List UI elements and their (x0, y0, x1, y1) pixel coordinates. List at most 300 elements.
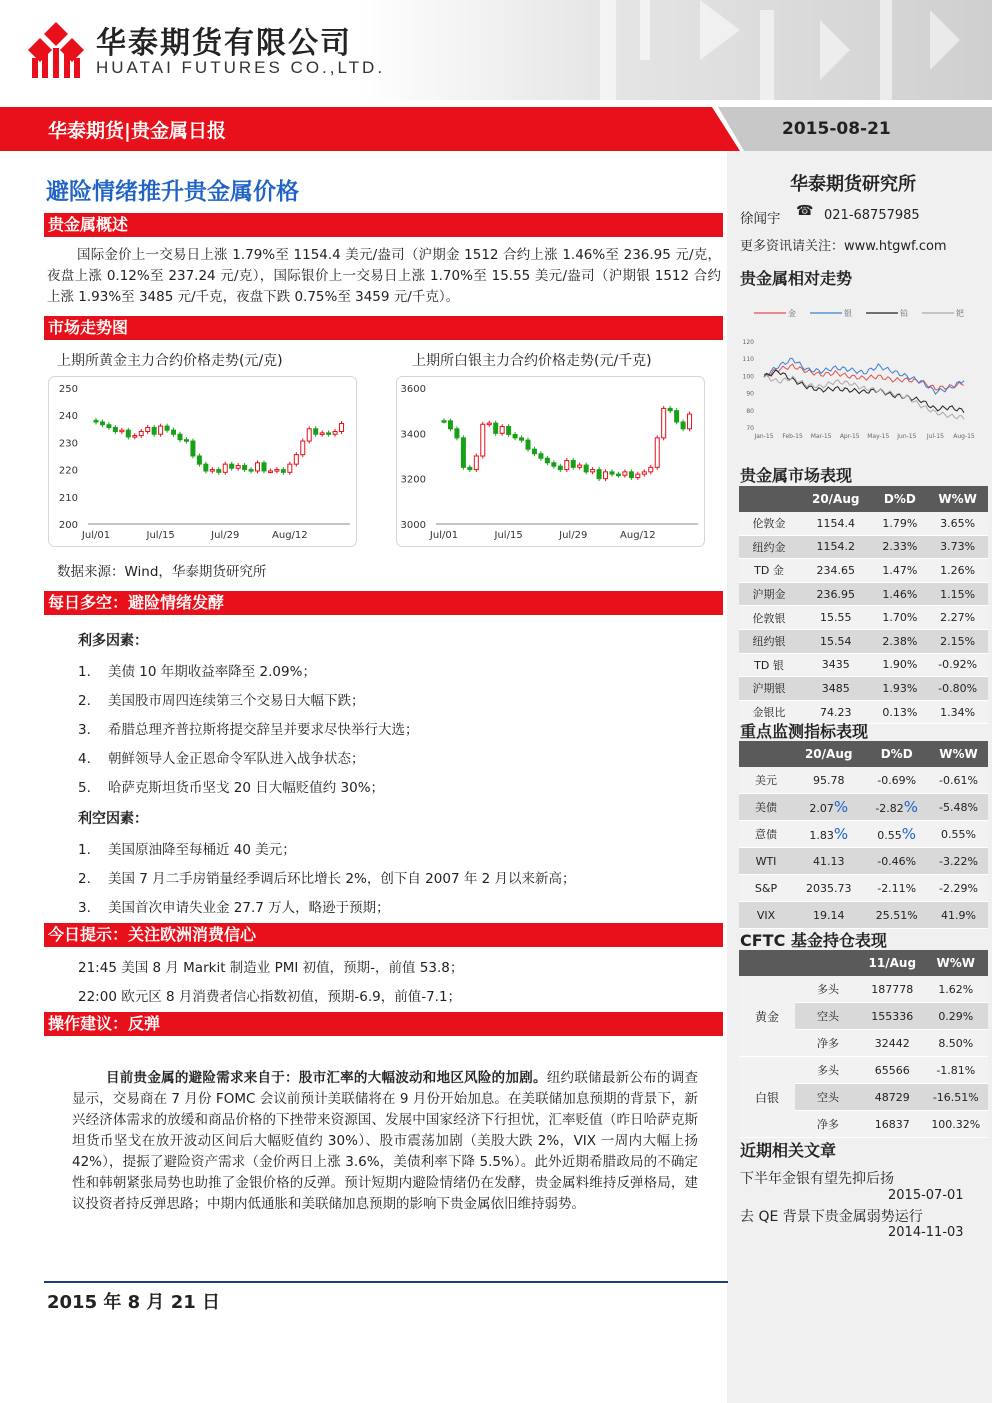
y-tick-label: 240 (58, 411, 78, 423)
candle-body (275, 470, 279, 472)
x-tick-label: Aug-15 (953, 433, 975, 440)
table-cell (864, 902, 929, 929)
candle-body (662, 408, 666, 437)
y-tick-label: 90 (746, 390, 754, 398)
table-header-row (739, 741, 988, 767)
table-cell: -2.29% (929, 875, 988, 902)
phone-icon: ☎ (796, 203, 814, 219)
candle-body (616, 474, 620, 476)
table-cell: WTI (739, 848, 793, 875)
table-cell (793, 875, 864, 902)
candle-body (629, 472, 633, 478)
candle-body (494, 423, 498, 433)
table-cell: 金银比 (739, 700, 799, 724)
table-cell: 1.26% (927, 559, 988, 583)
advice-text (72, 1068, 698, 1215)
candle-body (675, 411, 679, 422)
table-cell (864, 848, 929, 875)
candle-body (597, 470, 601, 479)
x-tick-label: Feb-15 (782, 433, 803, 440)
monitor-table-title: 重点监测指标表现 (740, 722, 869, 741)
table-cell: 236.95 (799, 582, 872, 606)
table-row (739, 875, 988, 902)
candle-body (649, 467, 653, 472)
table-cell: 多头 (795, 976, 861, 1003)
candle-body (120, 430, 124, 432)
market-table-title: 贵金属市场表现 (740, 466, 853, 485)
factor-item (78, 776, 384, 796)
table-row (739, 582, 988, 606)
factor-number: 2. (78, 871, 91, 887)
table-cell: 空头 (795, 1084, 861, 1111)
x-tick-label: Jan-15 (754, 433, 774, 440)
cell-value: -2.82 (875, 802, 904, 815)
section-title: 今日提示：关注欧洲消费信心 (48, 925, 257, 944)
candle-body (301, 441, 305, 455)
y-tick-label: 3000 (400, 520, 426, 531)
candle-body (655, 438, 659, 467)
table-cell (864, 875, 929, 902)
cell-value: 0.55 (877, 829, 902, 842)
factor-number: 3. (78, 900, 91, 916)
table-cell: 3.65% (927, 512, 988, 535)
y-tick-label: 110 (742, 356, 754, 364)
more-info[interactable]: 更多资讯请关注：www.htgwf.com (740, 239, 947, 254)
x-tick-label: Jul/29 (211, 530, 240, 541)
candle-body (294, 455, 298, 465)
y-tick-label: 250 (58, 384, 78, 395)
x-tick-label: Mar-15 (810, 433, 832, 440)
table-cell: 2.33% (872, 535, 927, 559)
table-cell: -0.61% (929, 767, 988, 794)
table-cell (793, 848, 864, 875)
table-cell: 48729 (861, 1084, 924, 1111)
candle-body (107, 425, 111, 428)
legend-label: 银 (844, 309, 852, 318)
factor-number: 2. (78, 693, 91, 709)
column-header (739, 486, 799, 512)
monitor-indicator-table (739, 741, 988, 929)
x-tick-label: Jul/29 (559, 530, 588, 541)
table-cell: 41.9% (929, 902, 988, 929)
column-header: W%W (924, 950, 988, 976)
candle-body (532, 449, 536, 454)
candle-body (487, 423, 491, 425)
factor-number: 5. (78, 780, 91, 796)
table-cell: 沪期银 (739, 677, 799, 701)
section-title: 贵金属概述 (48, 215, 129, 234)
table-cell: -5.48% (929, 794, 988, 821)
section-advice (44, 1012, 723, 1036)
candle-body (172, 430, 176, 434)
table-cell: 1154.4 (799, 512, 872, 535)
table-cell: 伦敦银 (739, 606, 799, 630)
table-header-row (739, 950, 988, 976)
x-tick-label: Jul/01 (81, 530, 111, 541)
table-cell: 0.29% (924, 1003, 988, 1030)
relative-chart-title: 贵金属相对走势 (740, 269, 853, 288)
relative-line-chart (736, 300, 976, 450)
table-row (739, 794, 988, 821)
candle-body (184, 440, 188, 442)
table-cell: 伦敦金 (739, 512, 799, 535)
cell-value: -0.46% (877, 854, 917, 868)
candle-body (604, 472, 608, 479)
table-cell: 1.47% (872, 559, 927, 583)
candle-body (281, 470, 285, 473)
table-cell: 0.55% (929, 821, 988, 848)
x-tick-label: Aug/12 (620, 530, 656, 541)
table-cell: TD 金 (739, 559, 799, 583)
huatai-logo (28, 20, 84, 78)
table-row (739, 559, 988, 583)
y-tick-label: 120 (742, 339, 754, 346)
table-cell: 0.13% (872, 700, 927, 724)
gold-candlestick-chart (48, 376, 358, 548)
y-tick-label: 3600 (400, 384, 426, 395)
column-header: 20/Aug (799, 486, 872, 512)
candle-body (94, 420, 98, 422)
y-tick-label: 200 (58, 520, 78, 531)
candle-body (500, 427, 504, 434)
table-row (739, 653, 988, 677)
candle-body (571, 461, 575, 468)
legend-label: 金 (788, 309, 796, 318)
candle-body (636, 474, 640, 477)
report-date: 2015-08-21 (782, 119, 891, 139)
percent-sign: % (901, 825, 917, 843)
candle-body (113, 427, 117, 431)
candle-body (539, 454, 543, 459)
candle-body (340, 423, 344, 431)
table-cell: 1.34% (927, 700, 988, 724)
x-tick-label: Apr-15 (839, 433, 860, 440)
percent-sign: % (833, 825, 849, 843)
table-cell (864, 767, 929, 794)
cell-value: 95.78 (812, 773, 845, 787)
factor-text: 美国 7 月二手房销量经季调后环比增长 2%，创下自 2007 年 2 月以来新高； (108, 871, 576, 887)
table-cell: -1.81% (924, 1057, 988, 1084)
candle-body (230, 464, 234, 468)
candle-body (307, 429, 311, 441)
table-row (739, 606, 988, 630)
table-cell: -0.92% (927, 653, 988, 677)
column-header: 11/Aug (861, 950, 924, 976)
table-cell: 2.15% (927, 629, 988, 653)
candle-body (204, 464, 208, 471)
cell-value: 2.07 (809, 802, 834, 815)
factor-text: 美国原油降至每桶近 40 美元； (108, 842, 296, 858)
table-cell: 65566 (861, 1057, 924, 1084)
section-daily (44, 591, 723, 615)
x-tick-label: Jul-15 (926, 433, 944, 440)
column-header: W%W (927, 486, 988, 512)
factor-number: 1. (78, 664, 91, 680)
table-cell (793, 767, 864, 794)
section-overview (44, 213, 723, 237)
report-title: 华泰期货|贵金属日报 (48, 120, 226, 142)
article-date: 2015-07-01 (888, 1188, 964, 1203)
candle-body (668, 408, 672, 410)
table-cell: 纽约金 (739, 535, 799, 559)
table-row (739, 902, 988, 929)
table-row (739, 535, 988, 559)
factor-item (78, 838, 296, 858)
factor-number: 3. (78, 722, 91, 738)
factor-text: 希腊总理齐普拉斯将提交辞呈并要求尽快举行大选； (108, 722, 419, 738)
factor-item (78, 689, 365, 709)
candle-body (526, 440, 530, 449)
cell-value: 19.14 (812, 908, 845, 922)
percent-sign: % (833, 798, 849, 816)
table-row (739, 767, 988, 794)
candle-body (217, 470, 221, 473)
table-cell: 234.65 (799, 559, 872, 583)
candle-body (159, 426, 163, 434)
table-cell: 净多 (795, 1030, 861, 1057)
candle-body (165, 426, 169, 430)
advice-body: 纽约联储最新公布的调查显示，交易商在 7 月份 FOMC 会议前预计美联储将在 9 月份开始加息。在美联储加息预期的背景下，新兴经济体需求的放缓和商品价格的下挫带来资源国、发展中国家经济下行担忧，汇率贬值（昨日哈萨克斯坦货币坚戈在放开波动区间后大幅贬值约 30%）、股市震荡加剧（美股大跌 2%，VIX 一周内大幅上扬 42%），提振了避险资产需求（金价两日上涨 3.6%，美债利率下降 5.5%）。此外近期希腊政局的不确定性和韩朝紧张局势也助推了金银价格的反弹。预计短期内避险情绪仍在发酵，贵金属料维持反弹格局，建议投资者持反弹思路；中期内低通胀和美联储加息预期的影响下贵金属依旧维持弱势。 (72, 1070, 699, 1212)
x-tick-label: Jun-15 (897, 433, 917, 440)
table-cell: 1154.2 (799, 535, 872, 559)
candle-body (178, 434, 182, 439)
article-link[interactable]: 下半年金银有望先抑后扬 (740, 1171, 894, 1187)
table-cell (793, 794, 864, 821)
cell-value: 41.13 (812, 854, 845, 868)
column-header (739, 950, 795, 976)
table-cell: 3485 (799, 677, 872, 701)
table-cell: 意债 (739, 821, 793, 848)
chart-frame (49, 377, 357, 547)
y-tick-label: 80 (746, 407, 754, 415)
bear-factors-heading: 利空因素： (78, 811, 148, 827)
legend-label: 铂 (900, 309, 908, 318)
candle-body (584, 465, 588, 472)
table-cell: -3.22% (929, 848, 988, 875)
advice-lead: 目前贵金属的避险需求来自于：股市汇率的大幅波动和地区风险的加剧。 (106, 1070, 547, 1086)
y-tick-label: 70 (746, 425, 754, 432)
factor-text: 哈萨克斯坦货币坚戈 20 日大幅贬值约 30%； (108, 780, 385, 796)
candle-body (236, 466, 240, 469)
table-cell (793, 902, 864, 929)
table-row (739, 1057, 988, 1084)
candle-body (139, 432, 143, 436)
candle-body (256, 463, 260, 471)
candle-body (320, 433, 324, 435)
market-performance-table (739, 486, 988, 724)
table-cell: 8.50% (924, 1030, 988, 1057)
table-cell: 1.46% (872, 582, 927, 606)
table-cell: 100.32% (924, 1111, 988, 1138)
y-tick-label: 220 (58, 465, 78, 477)
candle-body (481, 424, 485, 456)
x-tick-label: May-15 (867, 433, 890, 440)
candle-body (513, 434, 517, 437)
article-link[interactable]: 去 QE 背景下贵金属弱势运行 (740, 1209, 923, 1225)
y-tick-label: 210 (58, 492, 78, 504)
table-cell: 155336 (861, 1003, 924, 1030)
section-today (44, 923, 723, 947)
group-label: 白银 (739, 1057, 795, 1138)
candle-body (288, 464, 292, 472)
table-cell: -16.51% (924, 1084, 988, 1111)
column-header: D%D (864, 741, 929, 767)
table-cell: 1.70% (872, 606, 927, 630)
table-cell: 1.79% (872, 512, 927, 535)
table-cell: TD 银 (739, 653, 799, 677)
table-cell (793, 821, 864, 848)
column-header: D%D (872, 486, 927, 512)
candle-body (448, 421, 452, 429)
column-header: W%W (929, 741, 988, 767)
company-name-en: HUATAI FUTURES CO.,LTD. (96, 58, 386, 77)
silver-chart-title: 上期所白银主力合约价格走势(元/千克) (412, 353, 652, 369)
table-cell: 187778 (861, 976, 924, 1003)
candle-body (558, 466, 562, 469)
percent-sign: % (903, 798, 919, 816)
candle-body (455, 429, 459, 438)
table-row (739, 821, 988, 848)
candle-body (474, 456, 478, 470)
institute-name: 华泰期货研究所 (790, 174, 916, 195)
overview-text: 国际金价上一交易日上涨 1.79%至 1154.4 美元/盎司（沪期金 1512 合约上涨 1.46%至 236.95 元/克，夜盘上涨 0.12%至 237.24 元/克），国际银价上一交易日上涨 1.70%至 15.55 美元/盎司（沪期银 1512 合约上涨 1.93%至 3485 元/千克，夜盘下跌 0.75%至 3459 元/千克）。 (47, 247, 721, 305)
table-row (739, 512, 988, 535)
table-cell (864, 794, 929, 821)
table-cell: 2.38% (872, 629, 927, 653)
table-cell: 1.15% (927, 582, 988, 606)
y-tick-label: 100 (742, 373, 754, 381)
table-cell: S&P (739, 875, 793, 902)
candle-body (333, 432, 337, 435)
x-tick-label: Jul/15 (494, 530, 523, 541)
bull-factors-heading: 利多因素： (78, 633, 148, 649)
candle-body (565, 461, 569, 470)
candle-body (249, 470, 253, 472)
table-cell: 15.54 (799, 629, 872, 653)
candle-body (268, 471, 272, 473)
x-tick-label: Jul/15 (146, 530, 175, 541)
factor-text: 美债 10 年期收益率降至 2.09%； (108, 664, 316, 680)
factor-item (78, 660, 316, 680)
factor-item (78, 896, 390, 916)
y-tick-label: 3200 (400, 474, 426, 486)
table-cell: 纽约银 (739, 629, 799, 653)
section-market-chart (44, 316, 723, 340)
y-tick-label: 230 (58, 438, 78, 450)
candle-body (197, 456, 201, 464)
factor-item (78, 718, 419, 738)
cell-value: 25.51% (875, 908, 918, 922)
column-header (739, 741, 793, 767)
candle-body (223, 464, 227, 472)
candle-body (591, 470, 595, 472)
table-cell: 3435 (799, 653, 872, 677)
footer-rule (44, 1281, 728, 1283)
table-cell: 净多 (795, 1111, 861, 1138)
candle-body (133, 436, 137, 438)
candle-body (327, 433, 331, 435)
table-cell: 1.62% (924, 976, 988, 1003)
cell-value: 1.83 (809, 829, 834, 842)
column-header (795, 950, 861, 976)
gold-chart-title: 上期所黄金主力合约价格走势(元/克) (57, 353, 283, 369)
table-cell: VIX (739, 902, 793, 929)
candle-body (314, 429, 318, 434)
x-tick-label: Jul/01 (429, 530, 459, 541)
analyst-name: 徐闻宇 (740, 211, 781, 227)
cell-value: 2035.73 (805, 881, 852, 895)
cell-value: -2.11% (877, 881, 917, 895)
section-title: 每日多空：避险情绪发酵 (48, 593, 225, 612)
candle-body (681, 422, 685, 429)
table-row (739, 848, 988, 875)
candle-body (126, 430, 130, 437)
candle-body (520, 438, 524, 440)
candle-body (610, 472, 614, 474)
series-line (764, 375, 964, 419)
factor-item (78, 867, 576, 887)
company-name-cn: 华泰期货有限公司 (96, 26, 352, 61)
factor-text: 朝鲜领导人金正恩命令军队进入战争状态； (108, 751, 365, 767)
section-title: 市场走势图 (48, 318, 129, 337)
table-cell: 15.55 (799, 606, 872, 630)
cell-value: -0.69% (877, 773, 917, 787)
table-cell: 74.23 (799, 700, 872, 724)
table-cell (864, 821, 929, 848)
candle-body (623, 472, 627, 475)
candle-body (262, 463, 266, 471)
table-cell: 16837 (861, 1111, 924, 1138)
silver-candlestick-chart (396, 376, 706, 548)
table-cell: 1.90% (872, 653, 927, 677)
legend-label: 钯 (956, 309, 964, 318)
table-cell: 空头 (795, 1003, 861, 1030)
factor-number: 4. (78, 751, 91, 767)
today-item: 22:00 欧元区 8 月消费者信心指数初值，预期-6.9，前值-7.1； (78, 989, 462, 1005)
factor-text: 美国股市周四连续第三个交易日大幅下跌； (108, 693, 365, 709)
table-cell: 32442 (861, 1030, 924, 1057)
y-tick-label: 3400 (400, 429, 426, 441)
candle-body (146, 427, 150, 431)
cftc-table-title: CFTC 基金持仓表现 (740, 931, 887, 950)
cftc-position-table (739, 950, 988, 1138)
candle-body (100, 422, 104, 425)
factor-item (78, 747, 365, 767)
table-cell: 美元 (739, 767, 793, 794)
articles-title: 近期相关文章 (740, 1141, 837, 1160)
table-cell: 多头 (795, 1057, 861, 1084)
analyst-phone: 021-68757985 (824, 208, 920, 223)
today-item: 21:45 美国 8 月 Markit 制造业 PMI 初值，预期-，前值 53.8； (78, 960, 464, 976)
candle-body (545, 458, 549, 463)
table-header-row (739, 486, 988, 512)
candle-body (507, 427, 511, 435)
table-cell: 美债 (739, 794, 793, 821)
table-cell: -0.80% (927, 677, 988, 701)
table-row (739, 976, 988, 1003)
table-row (739, 677, 988, 701)
group-label: 黄金 (739, 976, 795, 1057)
factor-number: 1. (78, 842, 91, 858)
data-source: 数据来源：Wind，华泰期货研究所 (57, 564, 267, 580)
candle-body (642, 472, 646, 474)
column-header: 20/Aug (793, 741, 864, 767)
table-cell: 沪期金 (739, 582, 799, 606)
table-cell: 1.93% (872, 677, 927, 701)
candle-body (552, 463, 556, 466)
section-title: 操作建议：反弹 (48, 1014, 161, 1033)
table-row (739, 629, 988, 653)
